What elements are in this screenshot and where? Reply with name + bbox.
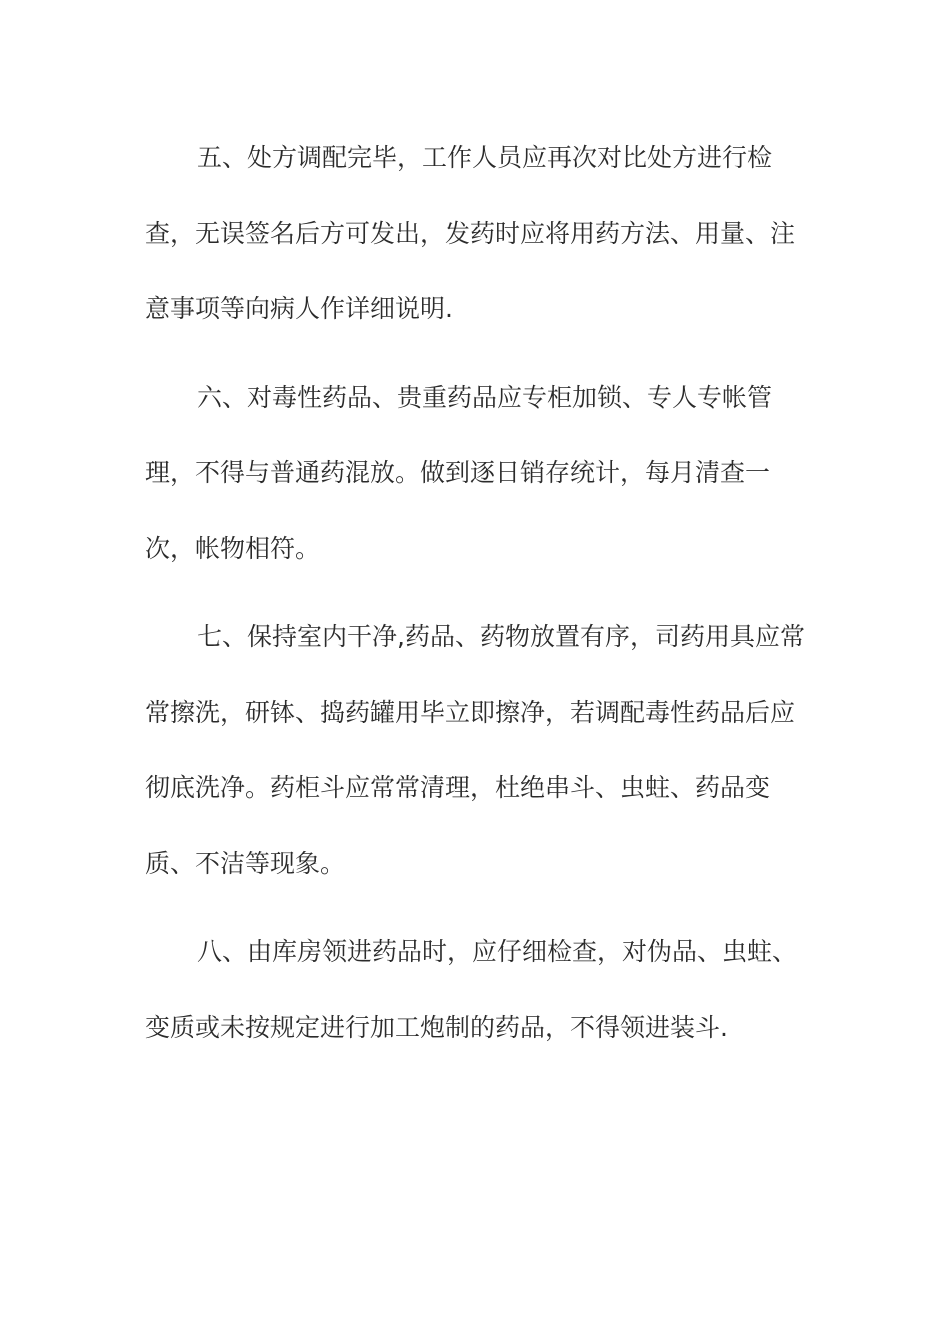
paragraph-8: 八、由库房领进药品时，应仔细检查，对伪品、虫蛀、变质或未按规定进行加工炮制的药品，不得领进装斗. [145,937,798,1042]
paragraph-5: 五、处方调配完毕，工作人员应再次对比处方进行检查，无误签名后方可发出，发药时应将用药方法、用量、注意事项等向病人作详细说明. [145,143,796,323]
document-body [145,120,805,1078]
paragraph-7: 七、保持室内干净,药品、药物放置有序，司药用具应常常擦洗，研钵、捣药罐用毕立即擦净，若调配毒性药品后应彻底洗净。药柜斗应常常清理，杜绝串斗、虫蛀、药品变质、不洁等现象。 [145,622,805,878]
paragraph-6: 六、对毒性药品、贵重药品应专柜加锁、专人专帐管理，不得与普通药混放。做到逐日销存统计，每月清查一次，帐物相符。 [145,382,773,563]
